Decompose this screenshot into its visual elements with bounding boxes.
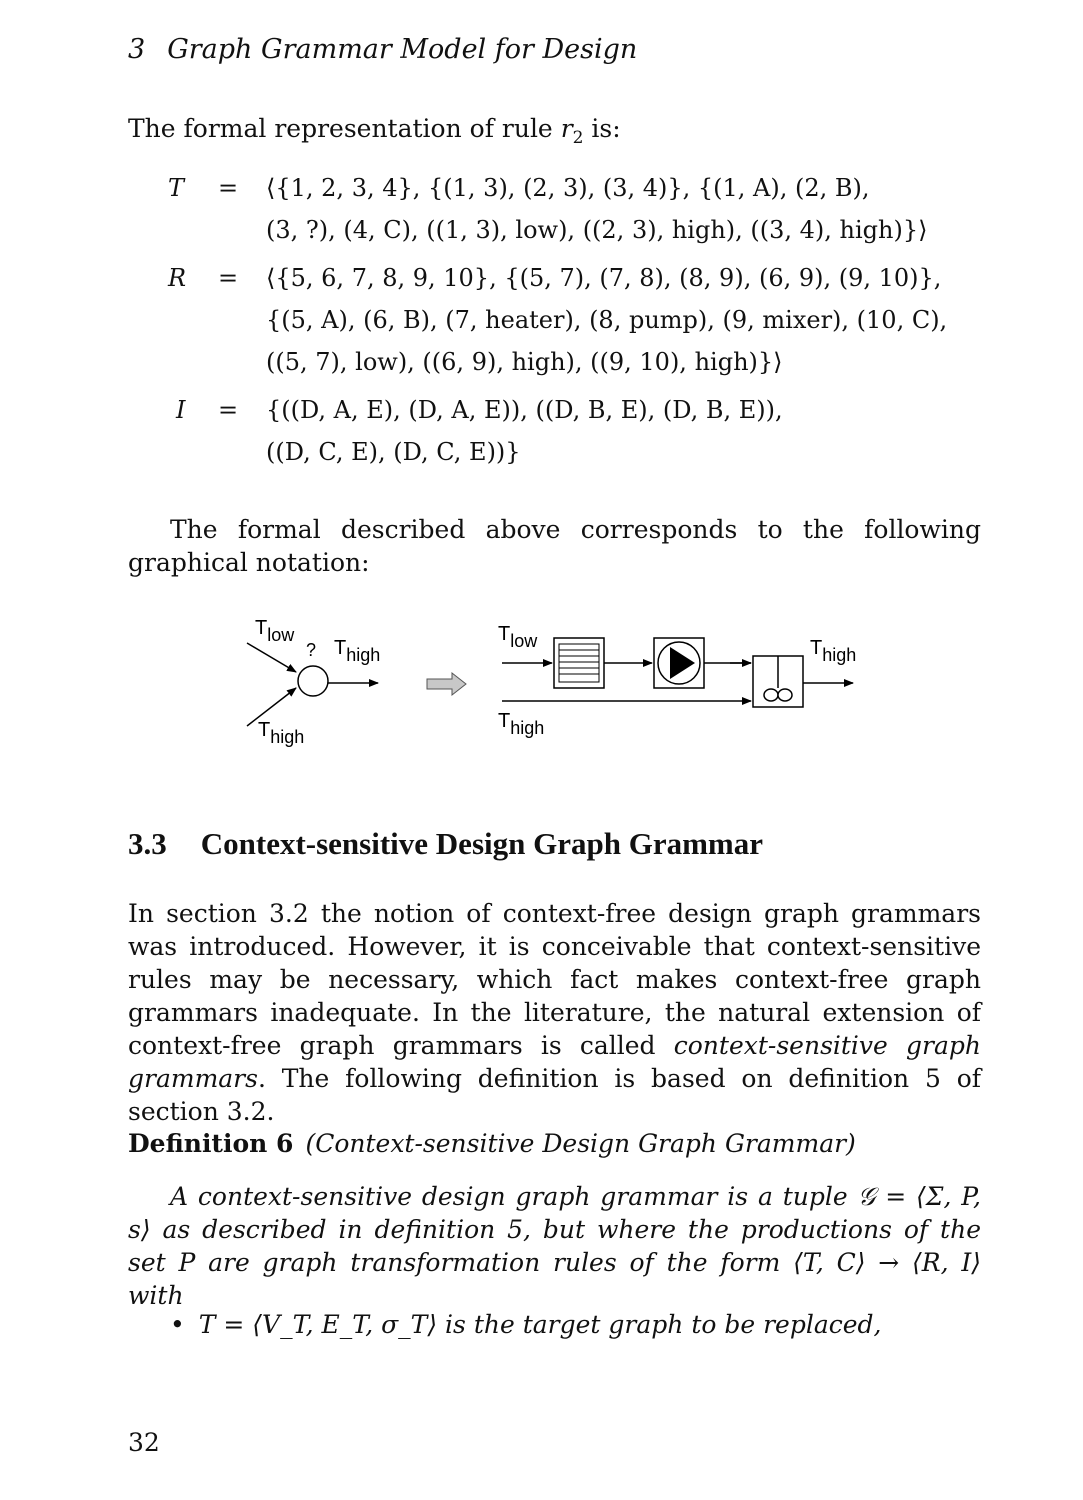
heater-icon (554, 638, 604, 688)
equation-r-equals: = (218, 264, 239, 292)
equation-t-equals: = (218, 174, 239, 202)
definition-bullet (170, 1310, 882, 1339)
right-t-low-label: Tlow (498, 623, 538, 651)
equation-r-line-3: ((5, 7), low), ((6, 9), high), ((9, 10), high)}⟩ (266, 348, 783, 376)
pump-icon (654, 638, 704, 688)
chapter-title: Graph Grammar Model for Design (167, 34, 638, 65)
equation-r-line-2: {(5, A), (6, B), (7, heater), (8, pump), (9, mixer), (10, C), (266, 306, 948, 334)
equation-r-symbol: R (168, 264, 187, 292)
left-t-high-in-label: Thigh (258, 719, 305, 747)
section-heading (128, 826, 763, 862)
graph-intro-paragraph: The formal described above corresponds to the following graphical notation: (128, 515, 981, 577)
running-header (128, 34, 637, 65)
equation-r-line-1: ⟨{5, 6, 7, 8, 9, 10}, {(5, 7), (7, 8), (8, 9), (6, 9), (9, 10)}, (266, 264, 942, 292)
mixer-icon (753, 656, 803, 707)
page-number: 32 (128, 1428, 160, 1457)
section-title: Context-sensitive Design Graph Grammar (200, 826, 763, 861)
left-high-input-arrow (247, 688, 296, 726)
bullet-text: T = ⟨V_T, E_T, σ_T⟩ is the target graph to be replaced, (198, 1310, 882, 1339)
left-t-low-label: Tlow (255, 617, 295, 645)
chapter-number: 3 (128, 34, 146, 65)
left-low-input-arrow (247, 643, 296, 672)
equation-i-equals: = (218, 396, 239, 424)
equation-t-line-2: (3, ?), (4, C), ((1, 3), low), ((2, 3), high), ((3, 4), high)}⟩ (266, 216, 928, 244)
definition-label: Definition 6 (128, 1129, 294, 1158)
equation-t-line-1: ⟨{1, 2, 3, 4}, {(1, 3), (2, 3), (3, 4)}, {(1, A), (2, B), (266, 174, 870, 202)
intro-text-after: is: (583, 114, 621, 143)
section-number: 3.3 (128, 826, 167, 861)
equation-i-symbol: I (176, 396, 186, 424)
right-t-high-in-label: Thigh (498, 710, 545, 738)
intro-sentence (128, 114, 621, 148)
equation-t-symbol: T (168, 174, 185, 202)
transformation-arrow-icon (427, 673, 466, 695)
left-question-label: ? (306, 640, 317, 660)
definition-heading (128, 1129, 856, 1158)
section-paragraph (128, 897, 981, 1128)
left-t-high-out-label: Thigh (334, 637, 381, 665)
definition-name: (Context-sensitive Design Graph Grammar) (305, 1129, 856, 1158)
definition-text: A context-sensitive design graph grammar is a tuple 𝒢 = ⟨Σ, P, s⟩ as described in definition 5, but where the productions of the set P are graph transformation rules of the form ⟨T, C⟩ → ⟨R, I⟩ with (128, 1182, 981, 1310)
left-graph (247, 617, 380, 747)
section-paragraph-part-2: . The following definition is based on definition 5 of section 3.2. (128, 1064, 981, 1126)
bullet-marker: • (170, 1310, 185, 1339)
rule-symbol: r (560, 114, 573, 143)
right-t-high-out-label: Thigh (810, 637, 857, 665)
equation-i-line-1: {((D, A, E), (D, A, E)), ((D, B, E), (D, B, E)), (266, 396, 783, 424)
section-paragraph-part-1: In section 3.2 the notion of context-free design graph grammars was introduced. However, it is conceivable that context-sensitive rules may be necessary, which fact makes context-free graph grammars inadequate. In the literature, the natural extension of context-free graph grammars is called (128, 899, 981, 1060)
intro-text-before: The formal representation of rule (128, 114, 561, 143)
section-paragraph-emphasis: context-sensitive graph grammars (128, 1031, 981, 1093)
rule-subscript: 2 (572, 128, 584, 148)
rule-diagram (230, 610, 880, 770)
right-graph (498, 623, 856, 738)
unknown-node-circle (298, 666, 328, 696)
equation-i-line-2: ((D, C, E), (D, C, E))} (266, 438, 521, 466)
